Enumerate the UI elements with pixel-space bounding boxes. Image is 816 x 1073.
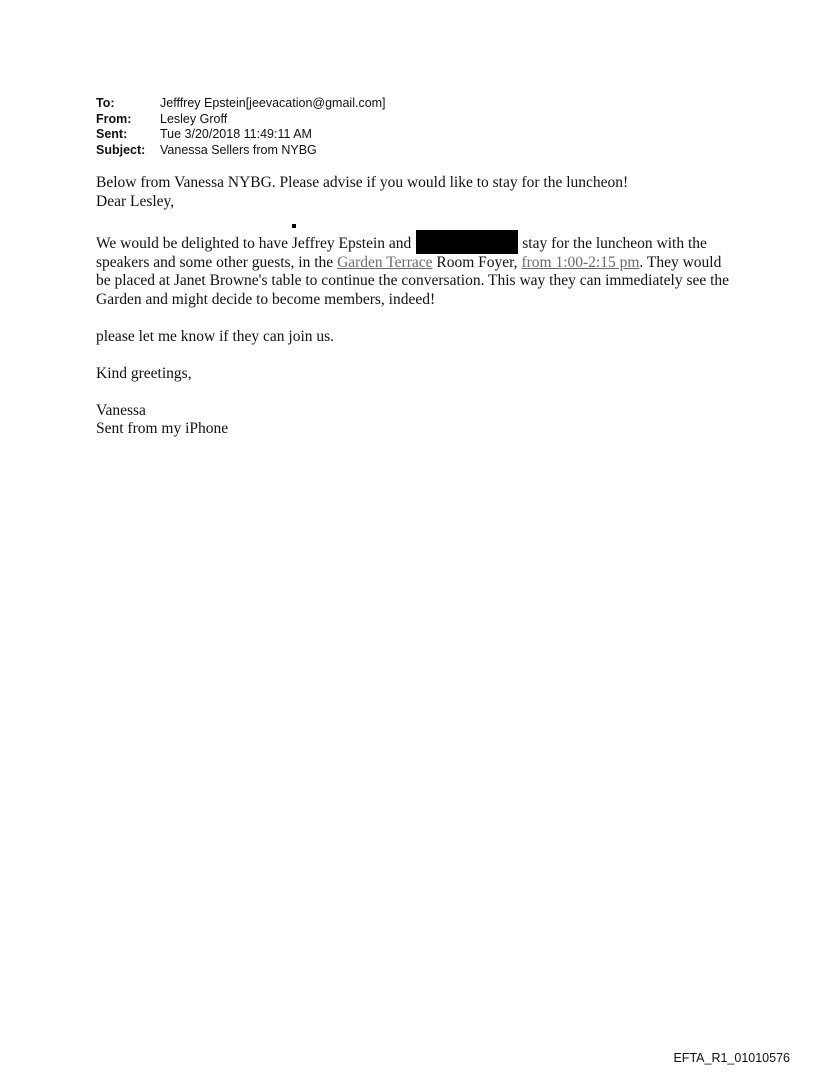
email-body — [96, 174, 736, 439]
paragraph-text-c: Room Foyer, — [436, 253, 518, 271]
to-row — [96, 96, 386, 112]
to-value: Jefffrey Epstein[jeevacation@gmail.com] — [160, 96, 386, 110]
from-row — [96, 112, 386, 128]
redaction-block — [416, 230, 518, 254]
main-paragraph — [96, 230, 736, 310]
sent-value: Tue 3/20/2018 11:49:11 AM — [160, 127, 312, 141]
to-label: To: — [96, 96, 115, 110]
sent-row — [96, 127, 386, 143]
time-link[interactable]: from 1:00-2:15 pm — [521, 253, 640, 271]
from-label: From: — [96, 111, 132, 126]
closing: Kind greetings, — [96, 364, 192, 382]
email-header — [96, 96, 386, 158]
garden-terrace-link[interactable]: Garden Terrace — [337, 253, 433, 271]
subject-value: Vanessa Sellers from NYBG — [160, 142, 317, 157]
from-value: Lesley Groff — [160, 111, 228, 126]
paragraph-text-b: stay for the luncheon with the speakers and some other guests, in the — [96, 234, 707, 271]
paragraph-text-d: . They would be placed at Janet Browne's table to continue the conversation. This way they can immediately see the Garden and might decide to become members, indeed! — [96, 253, 730, 308]
intro-line: Below from Vanessa NYBG. Please advise if you would like to stay for the luncheon! — [96, 174, 629, 191]
document-id: EFTA_R1_01010576 — [673, 1051, 790, 1065]
salutation: Dear Lesley, — [96, 192, 175, 210]
paragraph-text-a: We would be delighted to have Jeffrey Epstein and — [96, 234, 412, 252]
signature: Vanessa — [96, 401, 146, 419]
subject-row — [96, 143, 386, 159]
sent-label: Sent: — [96, 127, 128, 141]
subject-label: Subject: — [96, 142, 146, 157]
sent-from: Sent from my iPhone — [96, 420, 229, 437]
request-line: please let me know if they can join us. — [96, 327, 335, 345]
